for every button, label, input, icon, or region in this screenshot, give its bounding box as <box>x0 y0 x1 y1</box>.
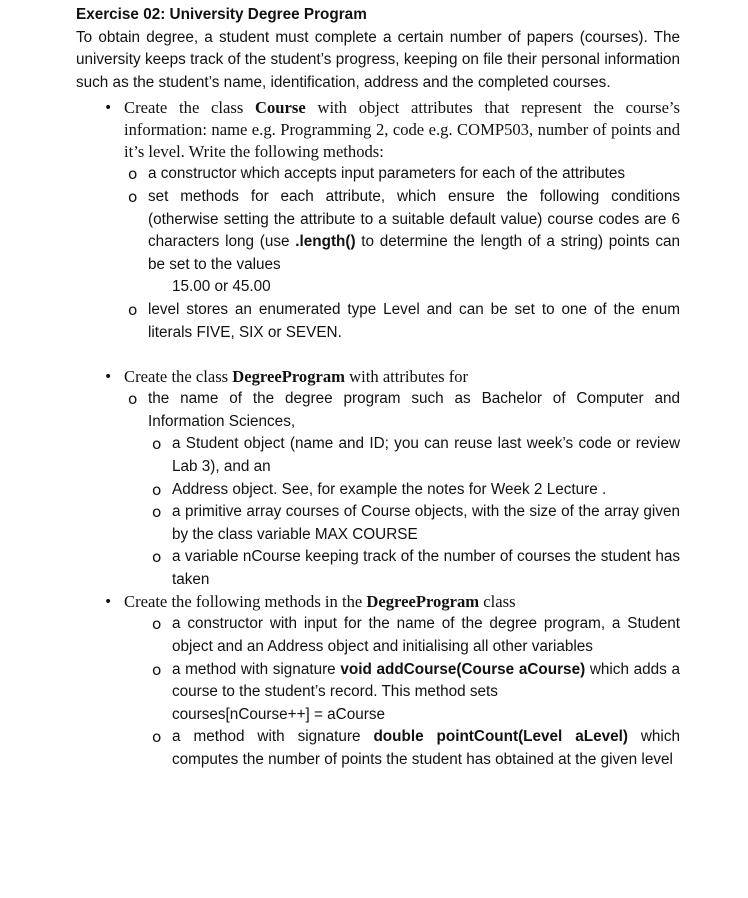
addcourse-signature: void addCourse(Course aCourse) <box>340 660 586 678</box>
circle-marker: o <box>128 390 138 409</box>
point-values: 15.00 or 45.00 <box>172 278 271 296</box>
circle-marker: o <box>128 187 138 206</box>
spacer <box>76 344 680 366</box>
subitem-student-object: o a Student object (name and ID; you can reuse last week’s code or review Lab 3), and an <box>152 435 680 475</box>
circle-marker: o <box>152 615 162 634</box>
bullet-marker: • <box>104 369 113 386</box>
bullet-course-class: • Create the class Course with object attributes that represent the course’s information: name e.g. Programming 2, code e.g. COMP503, number of points and it’s level. Write the following methods: <box>104 98 680 162</box>
subitem-program-name: o the name of the degree program such as Bachelor of Computer and Information Sciences, <box>128 390 680 430</box>
circle-marker: o <box>152 435 162 454</box>
circle-marker: o <box>128 165 138 184</box>
circle-marker: o <box>152 660 162 679</box>
circle-marker: o <box>152 548 162 567</box>
subitem-courses-array: o a primitive array courses of Course objects, with the size of the array given by the class variable MAX COURSE <box>152 503 680 543</box>
subitem-ncourse: o a variable nCourse keeping track of the number of courses the student has taken <box>152 548 680 588</box>
circle-marker: o <box>152 503 162 522</box>
subitem-level: o level stores an enumerated type Level and can be set to one of the enum literals FIVE, SIX or SEVEN. <box>128 300 680 341</box>
circle-marker: o <box>152 480 162 499</box>
subitem-address-object: o Address object. See, for example the notes for Week 2 Lecture . <box>76 479 680 502</box>
class-name-degreeprogram: DegreeProgram <box>232 367 346 387</box>
bullet-methods: • Create the following methods in the DegreeProgram class <box>104 592 516 612</box>
document-page <box>76 4 680 772</box>
addcourse-code: courses[nCourse++] = aCourse <box>172 705 385 723</box>
exercise-title: Exercise 02: University Degree Program <box>76 6 367 23</box>
circle-marker: o <box>128 300 138 319</box>
bullet-marker: • <box>104 594 113 611</box>
subitem-pointcount: o a method with signature double pointCount(Level aLevel) which computes the number of points the student has obtained at the given level <box>152 728 680 769</box>
subitem-dp-constructor: o a constructor with input for the name of the degree program, a Student object and an Address object and initialising all other variables <box>152 615 680 656</box>
bullet-degreeprogram-class: • Create the class DegreeProgram with attributes for <box>104 367 469 387</box>
subitem-constructor: o a constructor which accepts input parameters for each of the attributes <box>76 163 680 186</box>
pointcount-signature: double pointCount(Level aLevel) <box>373 728 628 746</box>
circle-marker: o <box>152 728 162 747</box>
class-name-degreeprogram-2: DegreeProgram <box>366 592 480 612</box>
intro-paragraph: To obtain degree, a student must complete a certain number of papers (courses). The university keeps track of the student’s progress, keeping on file their personal information such as the student’s name, identification, address and the completed courses. <box>76 28 680 91</box>
bullet-marker: • <box>104 100 113 117</box>
class-name-course: Course <box>255 98 306 118</box>
subitem-set-methods: o set methods for each attribute, which ensure the following conditions (otherwise setting the attribute to a suitable default value) course codes are 6 characters long (use .length() to determine the length of a string) points can be set to the values <box>128 187 681 273</box>
subitem-addcourse: o a method with signature void addCourse(Course aCourse) which adds a course to the student’s record. This method sets <box>152 660 680 701</box>
